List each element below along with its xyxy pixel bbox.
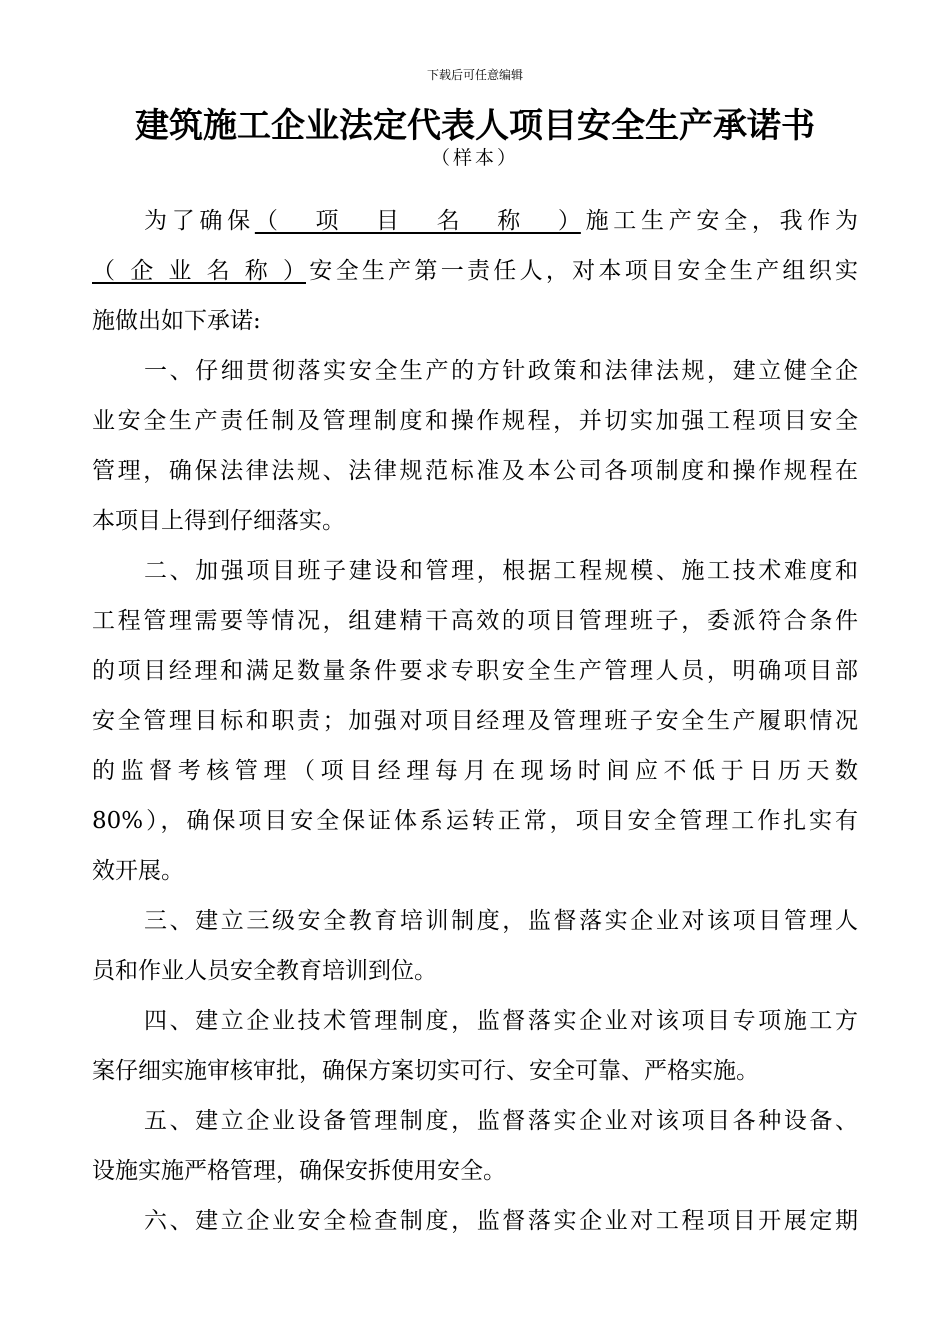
intro-line-1 [92,196,858,246]
intro-line-2 [92,246,858,296]
item-line: 案仔细实施审核审批，确保方案切实可行、安全可靠、严格实施。 [92,1058,759,1084]
download-note: 下载后可任意编辑 [426,68,523,82]
document-title: 建筑施工企业法定代表人项目安全生产承诺书 [135,106,815,146]
item-line: 一、仔细贯彻落实安全生产的方针政策和法律法规，建立健全企 [144,358,858,384]
item-line: 安全管理目标和职责；加强对项目经理及管理班子安全生产履职情况 [92,708,858,734]
item-line: 工程管理需要等情况，组建精干高效的项目管理班子，委派符合条件 [92,608,858,634]
item-line: 二、加强项目班子建设和管理，根据工程规模、施工技术难度和 [144,558,858,584]
company-name-blank: （企业名称） [92,258,306,284]
document-body [92,196,858,1246]
intro-prefix: 为了确保 [144,208,255,234]
intro-line-2-text: 安全生产第一责任人，对本项目安全生产组织实 [306,258,858,284]
intro-line-3: 施做出如下承诺: [92,308,261,334]
item-line: 80%），确保项目安全保证体系运转正常，项目安全管理工作扎实有 [92,808,858,834]
commitment-item-2 [92,546,858,896]
commitment-item-5 [92,1096,858,1196]
commitment-item-3 [92,896,858,996]
item-line: 五、建立企业设备管理制度，监督落实企业对该项目各种设备、 [144,1108,858,1134]
item-line: 员和作业人员安全教育培训到位。 [92,958,437,984]
commitment-item-1 [92,346,858,546]
item-line: 业安全生产责任制及管理制度和操作规程，并切实加强工程项目安全 [92,408,858,434]
item-line: 的监督考核管理（项目经理每月在现场时间应不低于日历天数 [92,758,858,784]
commitment-item-4 [92,996,858,1096]
item-line: 设施实施严格管理，确保安拆使用安全。 [92,1158,506,1184]
commitment-item-6 [92,1196,858,1246]
item-line: 四、建立企业技术管理制度，监督落实企业对该项目专项施工方 [144,1008,858,1034]
item-line: 本项目上得到仔细落实。 [92,508,345,534]
item-line: 的项目经理和满足数量条件要求专职安全生产管理人员，明确项目部 [92,658,858,684]
project-name-blank: （项目名称） [254,208,581,234]
item-line: 六、建立企业安全检查制度，监督落实企业对工程项目开展定期 [144,1208,858,1234]
document-subtitle: （样本） [430,147,519,169]
intro-paragraph [92,196,858,346]
intro-suffix: 施工生产安全，我作为 [580,208,859,234]
item-line: 效开展。 [92,858,184,884]
item-line: 管理，确保法律法规、法律规范标准及本公司各项制度和操作规程在 [92,458,858,484]
item-line: 三、建立三级安全教育培训制度，监督落实企业对该项目管理人 [144,908,858,934]
